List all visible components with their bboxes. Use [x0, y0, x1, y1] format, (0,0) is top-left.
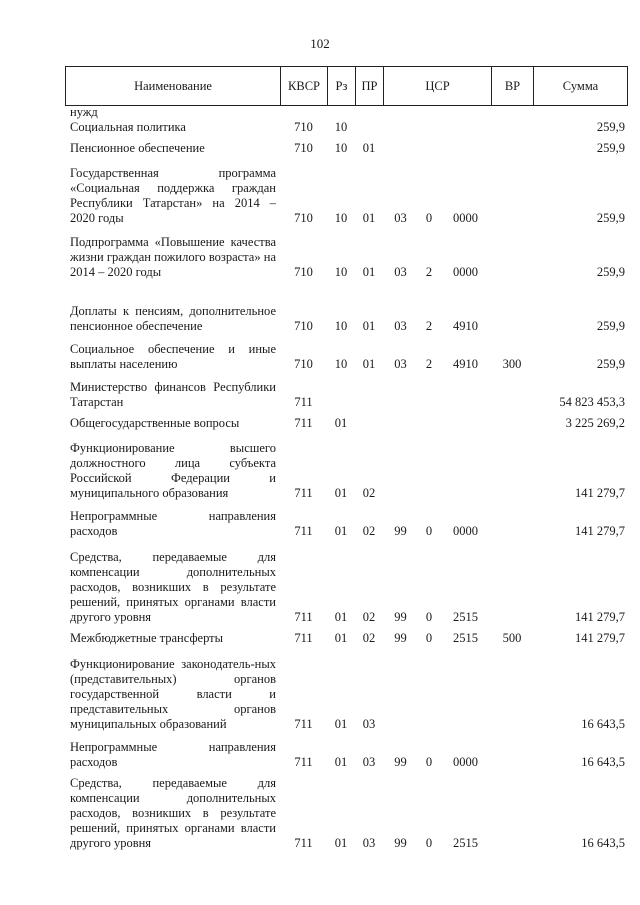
- row-csr-program: [383, 652, 418, 738]
- row-kvsr: 710: [294, 319, 313, 333]
- table-row: [65, 232, 627, 286]
- row-csr-program: 99: [394, 610, 407, 624]
- row-rz: 01: [334, 416, 348, 430]
- row-pr: 01: [362, 357, 376, 371]
- row-sum: 259,9: [596, 265, 625, 279]
- row-vr: [491, 141, 533, 162]
- row-csr-subprogram: 2: [425, 357, 433, 371]
- row-rz: 01: [334, 631, 348, 645]
- row-csr-program: 99: [394, 836, 407, 850]
- row-rz: 10: [334, 120, 348, 134]
- row-csr-subprogram: 2: [425, 265, 433, 279]
- row-csr-program: 03: [394, 265, 407, 279]
- row-csr-direction: 0000: [453, 211, 478, 225]
- row-pr: 02: [362, 486, 376, 500]
- row-csr-program: [383, 141, 418, 162]
- row-sum: 259,9: [596, 319, 625, 333]
- row-name: нужд: [70, 105, 98, 119]
- table-row: [65, 776, 627, 857]
- table-row: [65, 652, 627, 738]
- row-sum: 141 279,7: [575, 631, 625, 645]
- row-name: Непрограммные направления расходов: [70, 509, 276, 538]
- row-kvsr: 711: [294, 486, 313, 500]
- row-rz: 01: [334, 610, 348, 624]
- row-sum: 16 643,5: [581, 755, 625, 769]
- header-rz: Рз: [328, 67, 356, 106]
- row-vr: [491, 102, 533, 120]
- row-csr-program: 99: [394, 631, 407, 645]
- row-pr: 02: [362, 524, 376, 538]
- row-pr: 01: [362, 141, 376, 155]
- row-kvsr: 710: [294, 120, 313, 134]
- row-csr-subprogram: [418, 141, 440, 162]
- row-csr-subprogram: [418, 437, 440, 507]
- header-pr: ПР: [356, 67, 384, 106]
- row-name: Функционирование высшего должностного лица субъекта Российской Федерации и муниципального образования: [70, 441, 276, 500]
- row-name: Социальное обеспечение и иные выплаты населению: [70, 342, 276, 371]
- row-pr: 01: [362, 211, 376, 225]
- table-row: [65, 162, 627, 232]
- row-rz: 10: [334, 211, 348, 225]
- row-csr-direction: [440, 120, 491, 141]
- table-row: [65, 738, 627, 776]
- row-csr-direction: 0000: [453, 755, 478, 769]
- budget-table: [65, 102, 627, 857]
- table-row: [65, 141, 627, 162]
- row-csr-program: 99: [394, 524, 407, 538]
- row-kvsr: 710: [294, 141, 313, 155]
- row-csr-direction: [440, 652, 491, 738]
- row-sum: [533, 102, 627, 120]
- row-csr-program: 99: [394, 755, 407, 769]
- row-csr-subprogram: 0: [425, 610, 433, 624]
- row-csr-program: 03: [394, 357, 407, 371]
- row-name: Социальная политика: [70, 120, 186, 134]
- row-rz: [327, 102, 355, 120]
- row-kvsr: 711: [294, 395, 313, 409]
- header-kvsr: КВСР: [281, 67, 328, 106]
- row-pr: [355, 120, 383, 141]
- row-vr: [491, 545, 533, 631]
- row-sum: 259,9: [596, 357, 625, 371]
- table-row: [65, 507, 627, 545]
- row-csr-direction: 0000: [453, 265, 478, 279]
- row-sum: 259,9: [596, 141, 625, 155]
- row-name: Функционирование законодатель-ных (представительных) органов государственной власти и представительных органов муниципальных образований: [70, 657, 276, 731]
- row-csr-direction: 4910: [453, 319, 478, 333]
- row-sum: 259,9: [596, 120, 625, 134]
- row-sum: 3 225 269,2: [565, 416, 625, 430]
- row-kvsr: 711: [294, 717, 313, 731]
- row-name: Межбюджетные трансферты: [70, 631, 224, 645]
- row-csr-direction: [440, 378, 491, 416]
- row-vr: [491, 437, 533, 507]
- table-row: [65, 102, 627, 120]
- table-header: [65, 66, 628, 106]
- row-vr: [491, 416, 533, 437]
- row-csr-program: [383, 102, 418, 120]
- row-kvsr: 711: [294, 836, 313, 850]
- row-pr: 01: [362, 265, 376, 279]
- table-row: [65, 120, 627, 141]
- row-vr: [491, 738, 533, 776]
- row-sum: 259,9: [596, 211, 625, 225]
- row-csr-direction: 2515: [453, 836, 478, 850]
- row-kvsr: 711: [294, 631, 313, 645]
- row-kvsr: 711: [294, 416, 313, 430]
- row-csr-subprogram: [418, 378, 440, 416]
- row-pr: 01: [362, 319, 376, 333]
- row-csr-subprogram: 0: [425, 524, 433, 538]
- table-row: [65, 416, 627, 437]
- row-csr-subprogram: [418, 102, 440, 120]
- row-name: Государственная программа «Социальная поддержка граждан Республики Татарстан» на 2014 – 2020 годы: [70, 166, 276, 225]
- row-name: Общегосударственные вопросы: [70, 416, 240, 430]
- row-rz: 10: [334, 141, 348, 155]
- header-name: Наименование: [66, 67, 281, 106]
- row-csr-program: 03: [394, 319, 407, 333]
- row-vr: 500: [502, 631, 522, 645]
- row-sum: 16 643,5: [581, 836, 625, 850]
- row-kvsr: 710: [294, 357, 313, 371]
- row-csr-subprogram: 0: [425, 836, 433, 850]
- row-csr-direction: 0000: [453, 524, 478, 538]
- table-row: [65, 631, 627, 652]
- row-pr: [355, 102, 383, 120]
- row-kvsr: [280, 102, 327, 120]
- header-csr: ЦСР: [384, 67, 492, 106]
- row-csr-program: 03: [394, 211, 407, 225]
- table-row: [65, 545, 627, 631]
- page-number: 102: [310, 36, 330, 51]
- row-rz: 01: [334, 755, 348, 769]
- row-sum: 54 823 453,3: [559, 395, 625, 409]
- row-csr-program: [383, 378, 418, 416]
- row-kvsr: 710: [294, 265, 313, 279]
- row-csr-subprogram: [418, 416, 440, 437]
- row-rz: 10: [334, 357, 348, 371]
- table-row: [65, 286, 627, 340]
- row-csr-subprogram: 2: [425, 319, 433, 333]
- row-rz: 10: [334, 319, 348, 333]
- row-name: Непрограммные направления расходов: [70, 740, 276, 769]
- row-name: Доплаты к пенсиям, дополнительное пенсионное обеспечение: [70, 304, 276, 333]
- row-sum: 141 279,7: [575, 486, 625, 500]
- header-sum: Сумма: [534, 67, 628, 106]
- header-vr: ВР: [492, 67, 534, 106]
- row-kvsr: 710: [294, 211, 313, 225]
- row-vr: [491, 286, 533, 340]
- row-pr: 02: [362, 610, 376, 624]
- row-pr: 02: [362, 631, 376, 645]
- row-sum: 141 279,7: [575, 524, 625, 538]
- row-pr: 03: [362, 836, 376, 850]
- row-pr: [355, 378, 383, 416]
- row-kvsr: 711: [294, 755, 313, 769]
- row-vr: 300: [502, 357, 522, 371]
- row-pr: 03: [362, 717, 376, 731]
- row-name: Пенсионное обеспечение: [70, 141, 205, 155]
- row-rz: 01: [334, 836, 348, 850]
- row-csr-direction: 2515: [453, 631, 478, 645]
- row-csr-subprogram: 0: [425, 755, 433, 769]
- row-kvsr: 711: [294, 610, 313, 624]
- row-csr-direction: [440, 437, 491, 507]
- row-kvsr: 711: [294, 524, 313, 538]
- row-csr-subprogram: [418, 120, 440, 141]
- row-vr: [491, 507, 533, 545]
- row-csr-program: [383, 437, 418, 507]
- row-pr: 03: [362, 755, 376, 769]
- row-rz: 01: [334, 486, 348, 500]
- row-csr-subprogram: 0: [425, 631, 433, 645]
- row-csr-subprogram: [418, 652, 440, 738]
- row-vr: [491, 120, 533, 141]
- row-csr-direction: 4910: [453, 357, 478, 371]
- row-csr-direction: [440, 102, 491, 120]
- row-csr-program: [383, 416, 418, 437]
- row-vr: [491, 232, 533, 286]
- row-csr-direction: [440, 416, 491, 437]
- table-row: [65, 340, 627, 378]
- row-csr-direction: 2515: [453, 610, 478, 624]
- row-csr-program: [383, 120, 418, 141]
- row-rz: 01: [334, 717, 348, 731]
- row-name: Министерство финансов Республики Татарстан: [70, 380, 276, 409]
- row-rz: 10: [334, 265, 348, 279]
- row-rz: [327, 378, 355, 416]
- row-vr: [491, 162, 533, 232]
- row-name: Средства, передаваемые для компенсации дополнительных расходов, возникших в результате решений, принятых органами власти другого уровня: [70, 550, 276, 624]
- row-name: Подпрограмма «Повышение качества жизни граждан пожилого возраста» на 2014 – 2020 годы: [70, 235, 276, 279]
- row-vr: [491, 378, 533, 416]
- row-vr: [491, 776, 533, 857]
- row-pr: [355, 416, 383, 437]
- table-row: [65, 378, 627, 416]
- row-name: Средства, передаваемые для компенсации дополнительных расходов, возникших в результате решений, принятых органами власти другого уровня: [70, 776, 276, 850]
- row-sum: 16 643,5: [581, 717, 625, 731]
- row-csr-direction: [440, 141, 491, 162]
- table-row: [65, 437, 627, 507]
- row-csr-subprogram: 0: [425, 211, 433, 225]
- row-rz: 01: [334, 524, 348, 538]
- row-vr: [491, 652, 533, 738]
- row-sum: 141 279,7: [575, 610, 625, 624]
